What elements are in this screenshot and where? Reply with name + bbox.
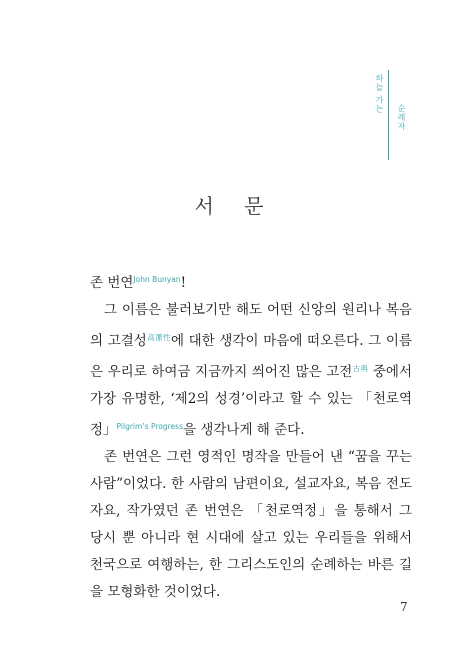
paragraph-2-text-4: 을 생각나게 해 준다. [183,422,305,438]
running-head-left: 하늘 가는 [375,74,384,114]
gloss-john-bunyan: John Bunyan [133,275,181,284]
running-head [366,70,426,160]
body-text [90,266,412,606]
gloss-pilgrims-progress: Pilgrim’s Progress [116,422,183,431]
running-head-right: 순례자 [397,104,406,131]
gloss-hanja-gojeon: 古典 [352,364,369,373]
paragraph-2 [90,297,412,444]
paragraph-1 [90,266,412,297]
paragraph-3-text-1: 존 번연은 그런 영적인 명작을 만들어 낸 “꿈을 꾸는 사람”이었다. 한 사람의 남편이요, 설교자요, 복음 전도자요, 작가였던 존 번연은 「천로역정」을 통해서 그 당시 뿐 아니라 현 시대에 살고 있는 우리들을 위해서 천국으로 여행하는, 한 그리스도인의 순례하는 바른 길을 모형화한 것이었다. [90,449,412,600]
running-head-divider [388,70,389,160]
page-number: 7 [400,600,408,614]
paragraph-3 [90,444,412,606]
paragraph-1-text-2: ! [180,275,186,291]
paragraph-2-text-1: 그 이름은 불러보기만 해도 어떤 신앙의 원리나 복음의 고결성 [90,302,412,349]
gloss-hanja-gogyeolseong: 高潔性 [146,333,171,342]
paragraph-2-text-2: 에 대한 생각이 마음에 떠오른다. 그 이름은 우리로 하여금 지금까지 씌어진 많은 고전 [90,333,412,380]
paragraph-1-text-1: 존 번연 [90,275,134,291]
paragraph-2-text-3: 중에서 가장 유명한, ‘제2의 성경’이라고 할 수 있는 「천로역정」 [90,364,413,438]
page-title: 서 문 [194,194,276,218]
